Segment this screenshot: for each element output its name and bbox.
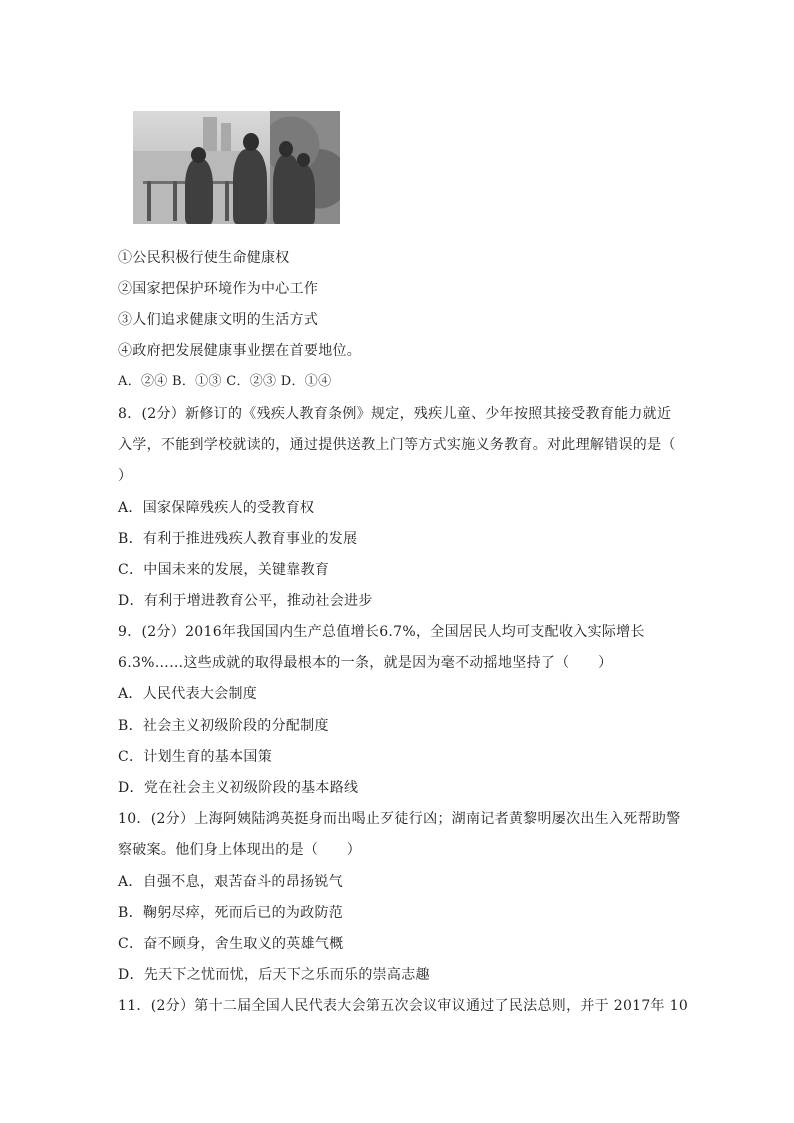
q9-stem-line1: 9．(2分）2016年我国国内生产总值增长6.7%，全国居民人均可支配收入实际增长 — [118, 624, 645, 640]
q8-stem-line1: 8．(2分）新修订的《残疾人教育条例》规定，残疾儿童、少年按照其接受教育能力就近 — [118, 406, 672, 422]
q10-option-d: D．先天下之忧而忧，后天下之乐而乐的崇高志趣 — [118, 967, 430, 983]
q10-option-c: C．奋不顾身，舍生取义的英雄气概 — [118, 936, 344, 952]
q9-option-c: C．计划生育的基本国策 — [118, 749, 273, 765]
q9-option-a: A．人民代表大会制度 — [118, 686, 258, 702]
statement-4: ④政府把发展健康事业摆在首要地位。 — [118, 343, 362, 359]
q10-stem-line1: 10．(2分）上海阿姨陆鸿英挺身而出喝止歹徒行凶；湖南记者黄黎明屡次出生入死帮助警 — [118, 811, 681, 827]
statement-3: ③人们追求健康文明的生活方式 — [118, 312, 319, 328]
statement-2: ②国家把保护环境作为中心工作 — [118, 281, 319, 297]
q8-option-a: A．国家保障残疾人的受教育权 — [118, 500, 315, 516]
q8-stem-line3: ） — [118, 468, 133, 484]
q8-option-b: B．有利于推进残疾人教育事业的发展 — [118, 531, 358, 547]
q10-option-a: A．自强不息，艰苦奋斗的昂扬锐气 — [118, 874, 343, 890]
q8-option-c: C．中国未来的发展，关键靠教育 — [118, 562, 330, 578]
q9-option-b: B．社会主义初级阶段的分配制度 — [118, 718, 329, 734]
question-photo — [133, 111, 340, 224]
statement-1: ①公民积极行使生命健康权 — [118, 250, 290, 266]
q10-option-b: B．鞠躬尽瘁，死而后已的为政防范 — [118, 905, 344, 921]
q10-stem-line2: 察破案。他们身上体现出的是（ ） — [118, 842, 362, 858]
q8-stem-line2: 入学，不能到学校就读的，通过提供送教上门等方式实施义务教育。对此理解错误的是（ — [118, 437, 676, 453]
q11-stem-line1: 11．(2分）第十二届全国人民代表大会第五次会议审议通过了民法总则，并于 2017年 10 — [118, 998, 689, 1014]
q9-stem-line2: 6.3%……这些成就的取得最根本的一条，就是因为毫不动摇地坚持了（ ） — [118, 655, 613, 671]
q9-option-d: D．党在社会主义初级阶段的基本路线 — [118, 780, 359, 796]
q7-options: A．②④ B．①③ C．②③ D．①④ — [118, 374, 332, 389]
q8-option-d: D．有利于增进教育公平，推动社会进步 — [118, 593, 373, 609]
